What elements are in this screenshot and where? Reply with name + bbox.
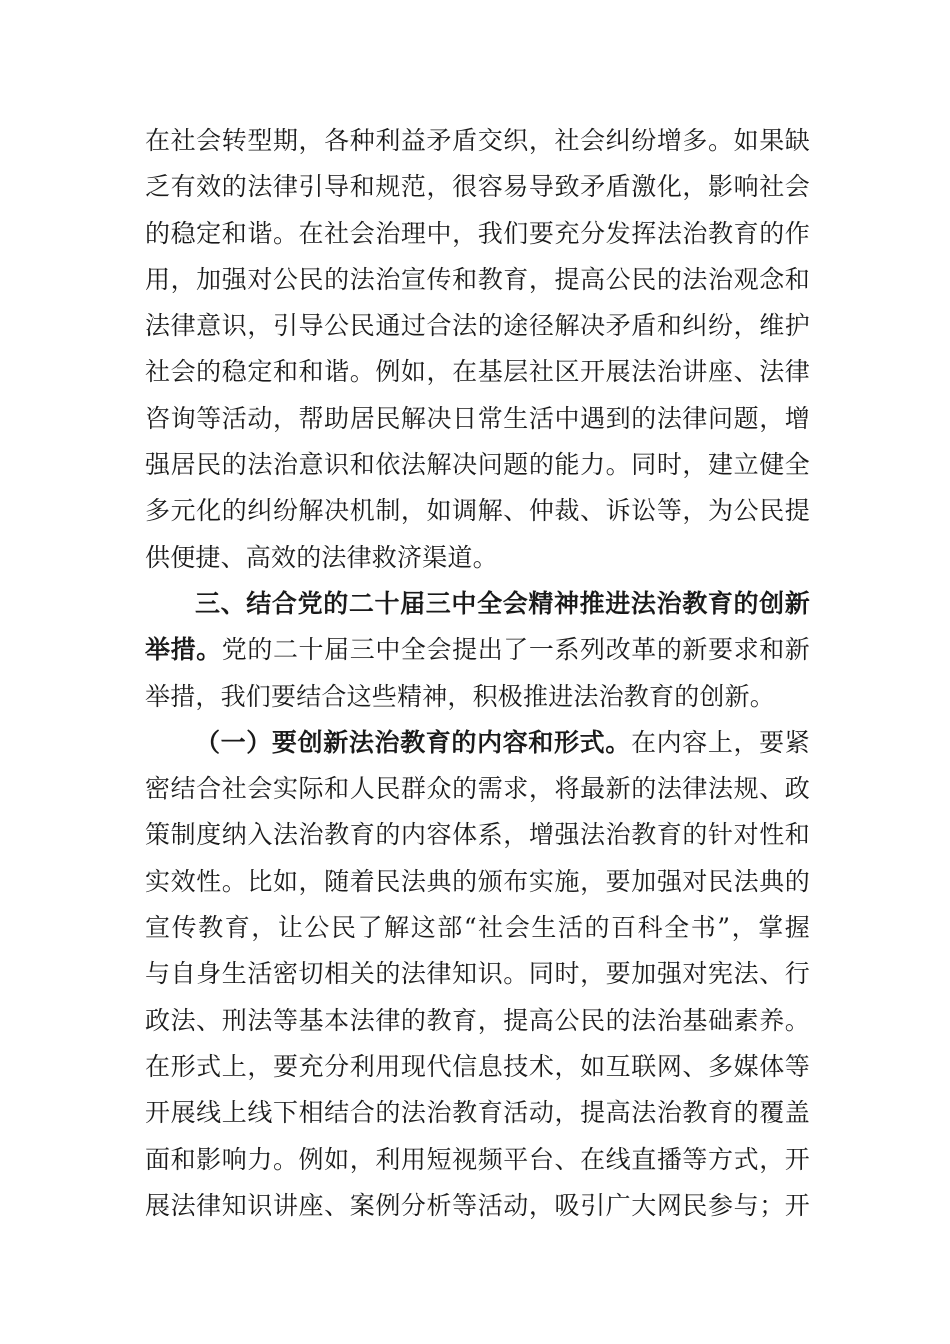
section-3-heading-end: 举措。 <box>145 635 222 665</box>
text-line: 用，加强对公民的法治宣传和教育，提高公民的法治观念和 <box>145 264 810 294</box>
subsection-1-title: （一）要创新法治教育的内容和形式。 <box>195 727 631 757</box>
text-line: 社会的稳定和和谐。例如，在基层社区开展法治讲座、法律 <box>145 357 810 387</box>
text-line: 在形式上，要充分利用现代信息技术，如互联网、多媒体等 <box>145 1051 810 1081</box>
text-line <box>145 627 810 673</box>
text-line: 咨询等活动，帮助居民解决日常生活中遇到的法律问题，增 <box>145 403 810 433</box>
subsection-1-intro: 在内容上，要紧 <box>630 727 810 757</box>
text-line: 面和影响力。例如，利用短视频平台、在线直播等方式，开 <box>145 1144 810 1174</box>
text-line: 开展线上线下相结合的法治教育活动，提高法治教育的覆盖 <box>145 1098 810 1128</box>
text-line: 举措，我们要结合这些精神，积极推进法治教育的创新。 <box>145 681 776 711</box>
text-line <box>145 720 810 766</box>
paragraph-social-governance <box>145 118 810 581</box>
text-line: 密结合社会实际和人民群众的需求，将最新的法律法规、政 <box>145 774 810 804</box>
text-line: 与自身生活密切相关的法律知识。同时，要加强对宪法、行 <box>145 959 810 989</box>
text-line: 宣传教育，让公民了解这部“社会生活的百科全书”，掌握 <box>145 913 810 943</box>
text-line: 供便捷、高效的法律救济渠道。 <box>145 542 498 572</box>
subsection-1-paragraph <box>145 720 810 1229</box>
document-body <box>145 118 810 1229</box>
section-3-heading: 三、结合党的二十届三中全会精神推进法治教育的创新 <box>195 588 810 618</box>
text-line: 多元化的纠纷解决机制，如调解、仲裁、诉讼等，为公民提 <box>145 496 810 526</box>
text-line: 在社会转型期，各种利益矛盾交织，社会纠纷增多。如果缺 <box>145 126 810 155</box>
text-line: 策制度纳入法治教育的内容体系，增强法治教育的针对性和 <box>145 820 810 850</box>
text-line: 展法律知识讲座、案例分析等活动，吸引广大网民参与；开 <box>145 1190 810 1220</box>
section-3-intro: 党的二十届三中全会提出了一系列改革的新要求和新 <box>221 635 810 665</box>
text-line: 的稳定和谐。在社会治理中，我们要充分发挥法治教育的作 <box>145 218 810 248</box>
section-3-paragraph <box>145 581 810 720</box>
text-line: 实效性。比如，随着民法典的颁布实施，要加强对民法典的 <box>145 866 810 896</box>
text-line: 强居民的法治意识和依法解决问题的能力。同时，建立健全 <box>145 450 810 480</box>
text-line: 法律意识，引导公民通过合法的途径解决矛盾和纠纷，维护 <box>145 311 810 341</box>
text-line: 政法、刑法等基本法律的教育，提高公民的法治基础素养。 <box>145 1005 810 1035</box>
text-line: 乏有效的法律引导和规范，很容易导致矛盾激化，影响社会 <box>145 172 810 202</box>
